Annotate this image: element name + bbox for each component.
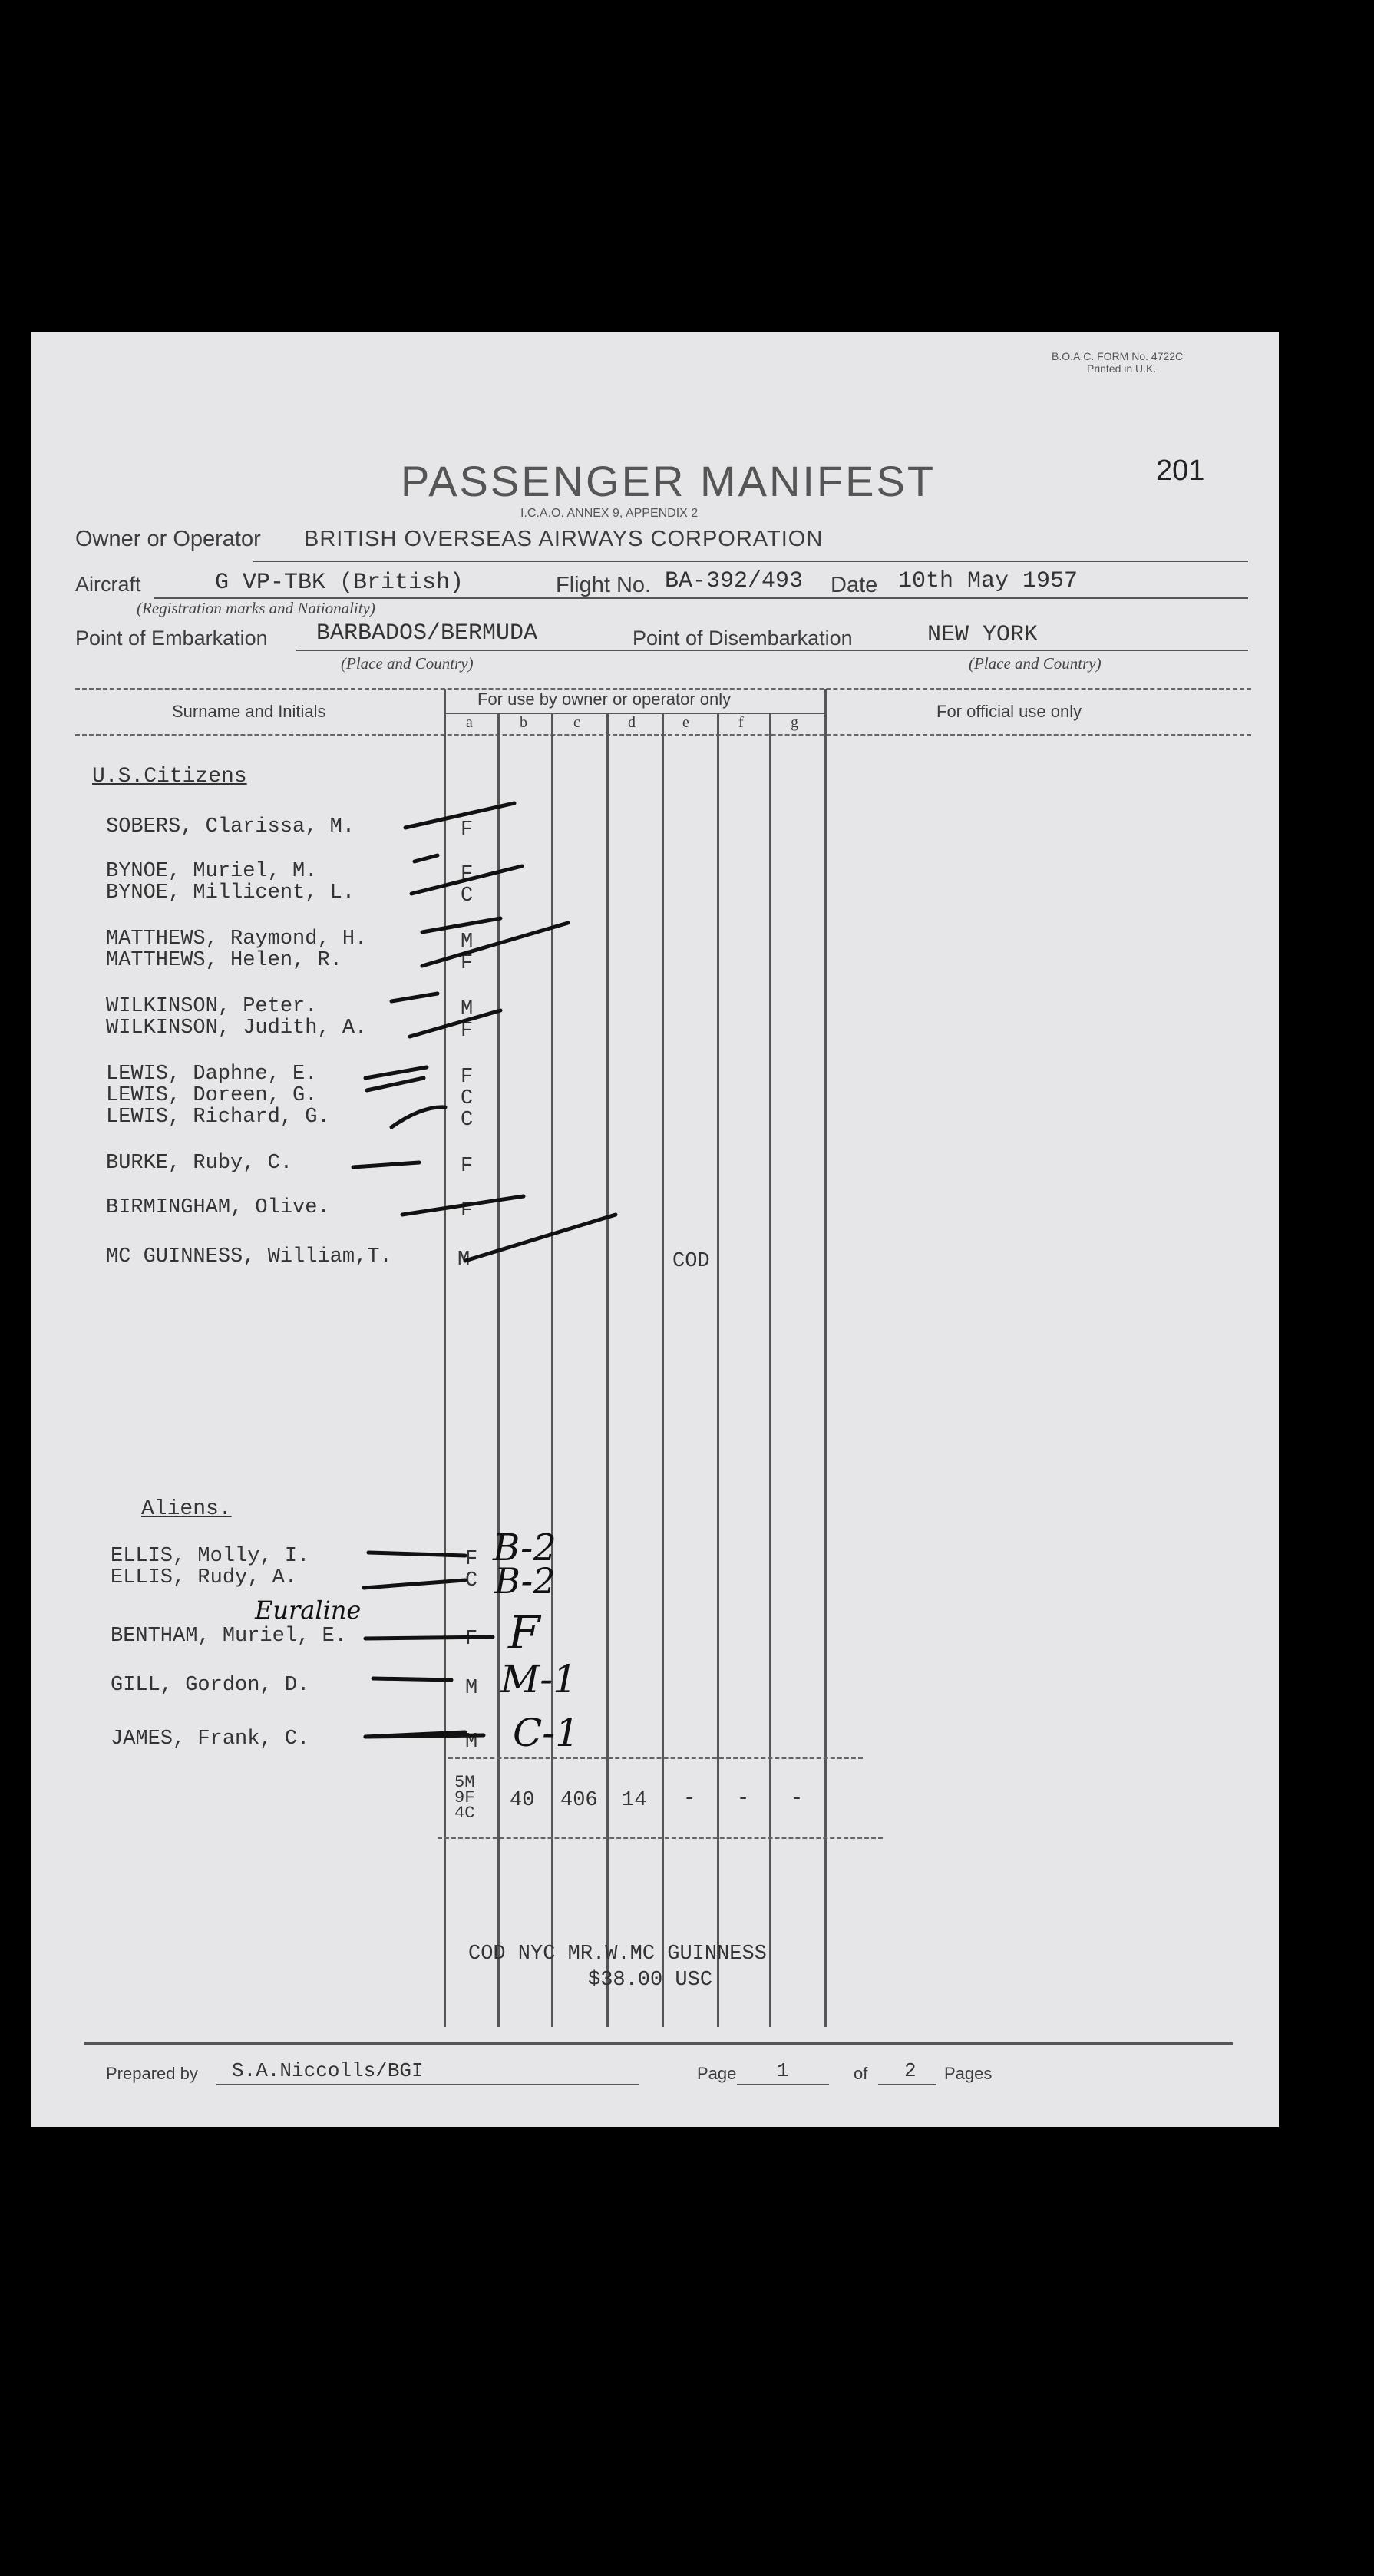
check-stroke (391, 994, 438, 1001)
check-stroke (410, 1010, 500, 1037)
total-c: 406 (560, 1789, 598, 1812)
owner-label: Owner or Operator (75, 527, 261, 551)
passenger-name: LEWIS, Daphne, E. (106, 1063, 318, 1086)
handwritten-class: B-2 (494, 1560, 556, 1602)
date-value: 10th May 1957 (898, 568, 1078, 594)
passenger-code: F (461, 952, 474, 975)
handwritten-class: C-1 (513, 1711, 580, 1755)
aircraft-label: Aircraft (75, 573, 141, 596)
section-aliens: Aliens. (141, 1497, 232, 1521)
passenger-name: MATTHEWS, Helen, R. (106, 949, 342, 972)
footer-rule (84, 2042, 1233, 2045)
handwritten-name-correction: Euraline (255, 1596, 362, 1625)
col-line (769, 713, 771, 2027)
disembark-value: NEW YORK (927, 622, 1039, 648)
embark-label: Point of Embarkation (75, 627, 268, 650)
check-stroke (391, 1107, 445, 1127)
passenger-code: M (461, 931, 474, 954)
date-label: Date (831, 573, 878, 597)
passenger-name: MATTHEWS, Raymond, H. (106, 928, 368, 951)
passenger-name: BIRMINGHAM, Olive. (106, 1196, 330, 1219)
sub-col-d: d (628, 714, 636, 731)
passenger-code: F (461, 818, 474, 842)
passenger-name: SOBERS, Clarissa, M. (106, 815, 355, 838)
sub-col-g: g (791, 714, 798, 731)
page-stamp: 201 (1156, 455, 1205, 487)
totals-top-rule (448, 1757, 863, 1759)
cod-note-line1: COD NYC MR.W.MC GUINNESS (468, 1943, 767, 1966)
col-line (497, 713, 500, 2027)
passenger-code: F (461, 1155, 474, 1178)
form-number: B.O.A.C. FORM No. 4722C (1052, 350, 1184, 362)
page-label: Page (697, 2064, 737, 2083)
passenger-name: MC GUINNESS, William,T. (106, 1245, 392, 1268)
disembark-label: Point of Disembarkation (633, 627, 853, 650)
passenger-code: C (461, 1109, 474, 1132)
aircraft-value: G VP-TBK (British) (215, 570, 464, 596)
passenger-name: BYNOE, Millicent, L. (106, 881, 355, 904)
prepared-underline (216, 2084, 639, 2085)
passenger-code: F (461, 863, 474, 886)
prepared-label: Prepared by (106, 2064, 198, 2083)
col-line (606, 713, 609, 2027)
passenger-name: JAMES, Frank, C. (111, 1728, 310, 1751)
total-g: - (791, 1787, 804, 1810)
manifest-page (31, 332, 1279, 2127)
passenger-code: M (465, 1731, 478, 1754)
passenger-name: ELLIS, Molly, I. (111, 1545, 310, 1568)
passenger-code: M (457, 1248, 471, 1271)
embark-value: BARBADOS/BERMUDA (316, 620, 538, 646)
check-stroke (353, 1162, 419, 1167)
prepared-value: S.A.Niccolls/BGI (232, 2059, 424, 2082)
passenger-name: ELLIS, Rudy, A. (111, 1566, 298, 1589)
handwritten-class: B-2 (493, 1526, 557, 1569)
passenger-name: WILKINSON, Peter. (106, 995, 318, 1018)
col-surname-header: Surname and Initials (172, 702, 326, 721)
passenger-code: M (465, 1677, 478, 1700)
of-label: of (854, 2064, 868, 2083)
sub-col-c: c (573, 714, 580, 731)
cod-marker: COD (672, 1250, 710, 1273)
section-us: U.S.Citizens (92, 765, 247, 789)
sub-col-f: f (738, 714, 744, 731)
passenger-code: C (461, 1087, 474, 1110)
total-f: - (737, 1787, 750, 1810)
passenger-name: LEWIS, Doreen, G. (106, 1084, 318, 1107)
total-b: 40 (510, 1789, 535, 1812)
sub-col-e: e (682, 714, 689, 731)
form-subtitle: I.C.A.O. ANNEX 9, APPENDIX 2 (520, 507, 699, 520)
col-line (551, 713, 553, 2027)
check-stroke (373, 1678, 451, 1680)
col-line (717, 713, 719, 2027)
page-underline (737, 2084, 829, 2085)
embark-underline (296, 650, 1248, 651)
passenger-code: F (465, 1548, 478, 1571)
aircraft-note: (Registration marks and Nationality) (137, 599, 375, 617)
owner-underline (253, 561, 1248, 562)
totals-bottom-rule (438, 1837, 883, 1839)
passenger-name: BYNOE, Muriel, M. (106, 860, 318, 883)
passenger-code: M (461, 998, 474, 1021)
owner-value: BRITISH OVERSEAS AIRWAYS CORPORATION (304, 527, 824, 551)
disembark-note: (Place and Country) (969, 654, 1102, 673)
total-a-female: 9F (454, 1788, 475, 1807)
passenger-code: C (465, 1569, 478, 1592)
printed-note: Printed in U.K. (1087, 362, 1157, 375)
handwritten-class: F (508, 1606, 540, 1660)
form-title: PASSENGER MANIFEST (401, 457, 936, 505)
check-stroke (364, 1580, 465, 1588)
flight-label: Flight No. (556, 573, 652, 597)
check-stroke (415, 855, 438, 861)
page-value: 1 (777, 2059, 789, 2082)
passenger-name: LEWIS, Richard, G. (106, 1106, 330, 1129)
passenger-name: BURKE, Ruby, C. (106, 1152, 293, 1175)
passenger-code: F (461, 1020, 474, 1043)
embark-note: (Place and Country) (341, 654, 474, 673)
sub-col-a: a (466, 714, 473, 731)
of-value: 2 (904, 2059, 917, 2082)
col-owner-header: For use by owner or operator only (477, 689, 732, 709)
cod-note-line2: $38.00 USC (588, 1969, 713, 1992)
total-e: - (683, 1787, 696, 1810)
passenger-code: F (461, 1199, 474, 1222)
check-stroke (368, 1553, 465, 1556)
col-line (824, 689, 827, 2027)
sub-col-b: b (520, 714, 527, 731)
check-stroke (465, 1215, 616, 1261)
check-stroke (367, 1078, 424, 1090)
total-d: 14 (622, 1789, 647, 1812)
passenger-code: F (465, 1628, 478, 1651)
col-line (662, 713, 664, 2027)
col-official-header: For official use only (936, 702, 1082, 721)
passenger-code: C (461, 885, 474, 908)
pages-label: Pages (944, 2064, 993, 2083)
check-stroke (365, 1067, 427, 1078)
check-stroke (365, 1732, 465, 1737)
passenger-code: F (461, 1066, 474, 1089)
col-line (444, 689, 446, 2027)
of-underline (878, 2084, 936, 2085)
passenger-name: BENTHAM, Muriel, E. (111, 1625, 347, 1648)
passenger-name: GILL, Gordon, D. (111, 1674, 310, 1697)
handwritten-class: M-1 (500, 1657, 577, 1701)
flight-value: BA-392/493 (665, 568, 804, 594)
passenger-name: WILKINSON, Judith, A. (106, 1017, 368, 1040)
total-a-child: 4C (454, 1804, 475, 1823)
total-a-male: 5M (454, 1773, 475, 1792)
